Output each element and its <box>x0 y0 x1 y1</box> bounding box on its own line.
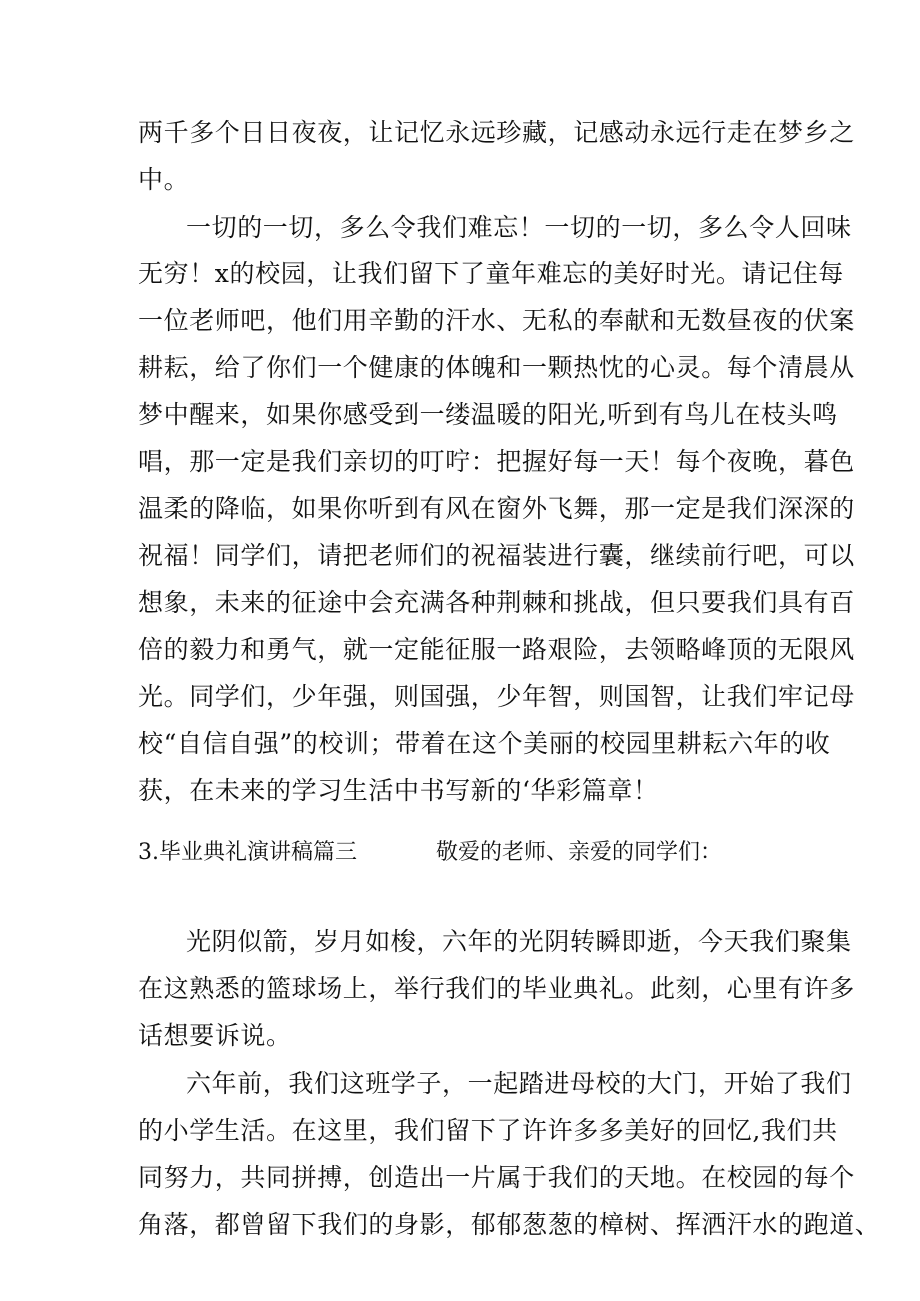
paragraph-2-line-9: 想象，未来的征途中会充满各种荆棘和挑战，但只要我们具有百 <box>138 588 855 617</box>
section-title: 3.毕业典礼演讲稿篇三 <box>138 840 357 865</box>
paragraph-2-line-3: 一位老师吧，他们用辛勤的汗水、无私的奉献和无数昼夜的伏案 <box>138 306 855 335</box>
paragraph-3-line-2: 在这熟悉的篮球场上，举行我们的毕业典礼。此刻，心里有许多 <box>138 974 855 1003</box>
paragraph-1-line-2: 中。 <box>138 165 190 194</box>
paragraph-4-line-3: 同努力，共同拼搏，创造出一片属于我们的天地。在校园的每个 <box>138 1163 855 1192</box>
paragraph-2-line-8: 祝福！同学们，请把老师们的祝福装进行囊，继续前行吧，可以 <box>138 541 855 570</box>
paragraph-4-line-2: 的小学生活。在这里，我们留下了许许多多美好的回忆,我们共 <box>138 1116 838 1145</box>
salutation: 敬爱的老师、亲爱的同学们： <box>436 840 723 865</box>
paragraph-3-line-1: 光阴似箭，岁月如梭，六年的光阴转瞬即逝，今天我们聚集 <box>186 927 852 956</box>
paragraph-2-line-11: 光。同学们，少年强，则国强，少年智，则国智，让我们牢记母 <box>138 682 855 711</box>
paragraph-2-line-4: 耕耘，给了你们一个健康的体魄和一颗热忱的心灵。每个清晨从 <box>138 353 855 382</box>
paragraph-1-line-1: 两千多个日日夜夜，让记忆永远珍藏，记感动永远行走在梦乡之 <box>138 118 855 147</box>
paragraph-4-line-1: 六年前，我们这班学子，一起踏进母校的大门，开始了我们 <box>186 1069 852 1098</box>
paragraph-2-line-1: 一切的一切，多么令我们难忘！一切的一切，多么令人回味 <box>186 213 852 242</box>
paragraph-2-line-7: 温柔的降临，如果你听到有风在窗外飞舞，那一定是我们深深的 <box>138 494 855 523</box>
paragraph-3-line-3: 话想要诉说。 <box>138 1021 292 1050</box>
paragraph-2-line-2: 无穷！x的校园，让我们留下了童年难忘的美好时光。请记住每 <box>138 259 844 288</box>
paragraph-2-line-12: 校“自信自强”的校训；带着在这个美丽的校园里耕耘六年的收 <box>138 729 831 758</box>
paragraph-4-line-4: 角落，都曾留下我们的身影，郁郁葱葱的樟树、挥洒汗水的跑道、 <box>138 1210 881 1239</box>
paragraph-2-line-6: 唱，那一定是我们亲切的叮咛：把握好每一天！每个夜晚，暮色 <box>138 447 855 476</box>
paragraph-2-line-5: 梦中醒来，如果你感受到一缕温暖的阳光,听到有鸟儿在枝头鸣 <box>138 400 838 429</box>
paragraph-2-line-10: 倍的毅力和勇气，就一定能征服一路艰险，去领略峰顶的无限风 <box>138 635 855 664</box>
paragraph-2-line-13: 获，在未来的学习生活中书写新的‘华彩篇章！ <box>138 776 659 805</box>
